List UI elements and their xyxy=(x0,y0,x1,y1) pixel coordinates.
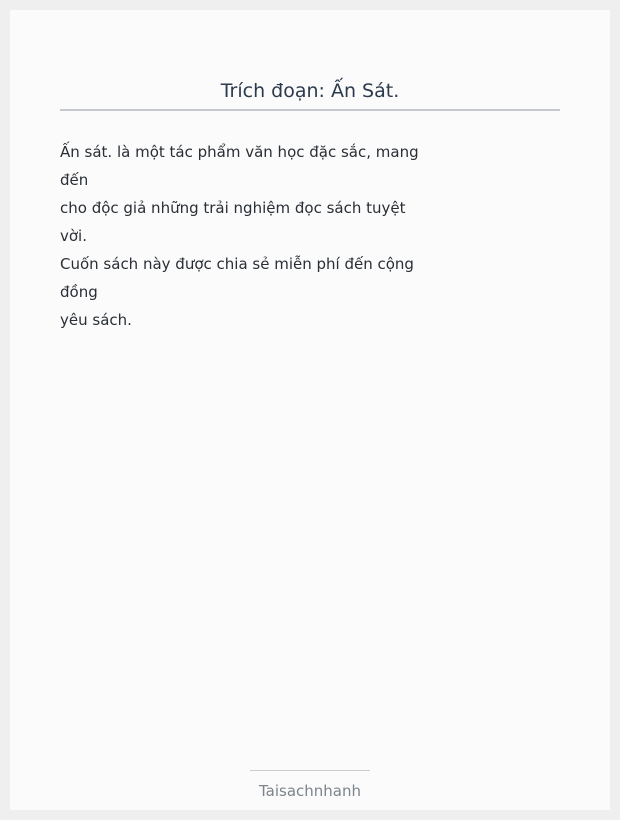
body-line: đồng xyxy=(60,283,98,301)
body-line: yêu sách. xyxy=(60,311,132,329)
page-footer: Taisachnhanh xyxy=(258,782,362,800)
title-divider xyxy=(60,109,560,111)
page-title: Trích đoạn: Ấn Sát. xyxy=(220,80,400,102)
footer-divider xyxy=(250,770,370,771)
body-line: Ấn sát. là một tác phẩm văn học đặc sắc, mang xyxy=(60,143,419,161)
body-line: đến xyxy=(60,171,89,189)
body-line: vời. xyxy=(60,227,87,245)
body-line: Cuốn sách này được chia sẻ miễn phí đến cộng xyxy=(60,255,414,273)
body-line: cho độc giả những trải nghiệm đọc sách tuyệt xyxy=(60,199,406,217)
document-page xyxy=(10,10,610,810)
document-body xyxy=(60,138,420,334)
